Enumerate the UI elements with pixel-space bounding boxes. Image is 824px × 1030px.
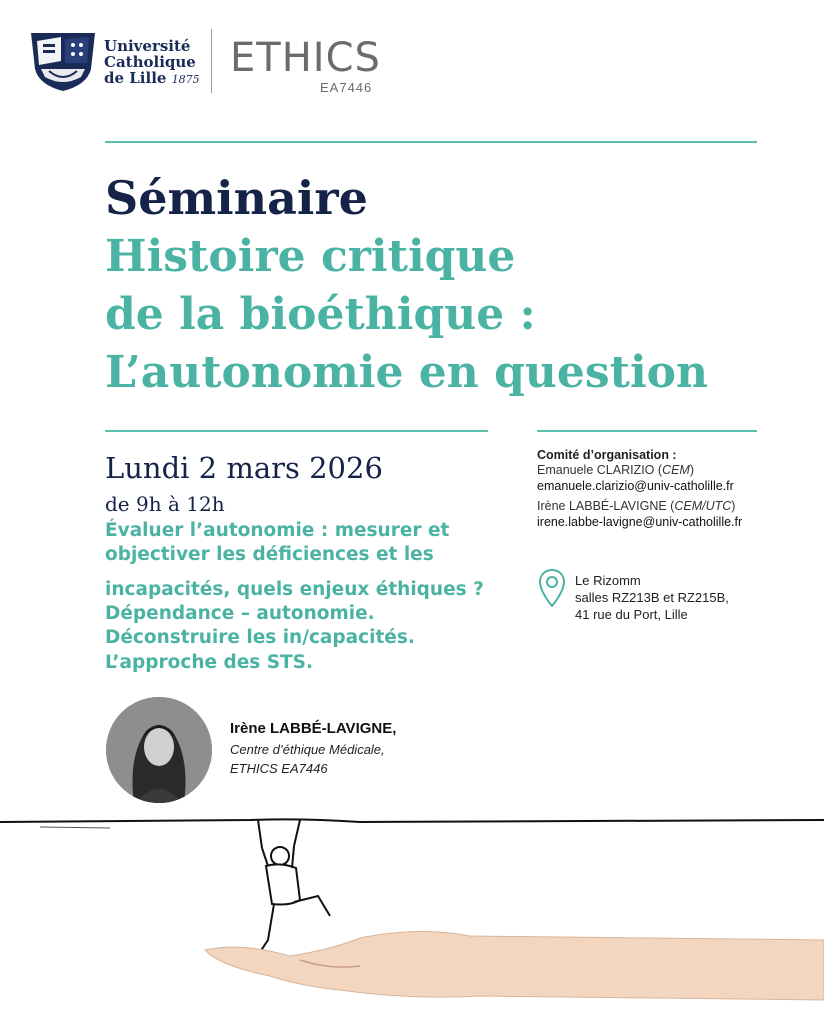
topic-line-3: incapacités, quels enjeux éthiques ? xyxy=(105,579,484,600)
title-line-1: Histoire critique xyxy=(105,231,516,282)
university-name xyxy=(104,38,200,88)
university-year: 1875 xyxy=(171,73,200,86)
logo-divider xyxy=(211,29,212,93)
topic-line-2: objectiver les déficiences et les xyxy=(105,544,434,565)
committee-heading: Comité d’organisation : xyxy=(537,448,677,462)
location-line-1: Le Rizomm xyxy=(575,573,641,588)
left-divider xyxy=(105,430,488,432)
event-hours: de 9h à 12h xyxy=(105,492,225,516)
location-line-3: 41 rue du Port, Lille xyxy=(575,607,688,622)
university-line-2: Catholique xyxy=(104,53,196,71)
right-divider xyxy=(537,430,757,432)
lab-code: EA7446 xyxy=(320,80,373,95)
speaker-affiliation-1: Centre d’éthique Médicale, xyxy=(230,742,385,757)
hanging-figure-hand-illustration xyxy=(0,800,824,1030)
committee-member-name: Emanuele CLARIZIO xyxy=(537,463,655,477)
committee-member-affiliation: CEM xyxy=(662,463,690,477)
speaker-portrait-icon xyxy=(106,697,212,803)
lab-name: ETHICS xyxy=(230,35,381,81)
title-line-2: de la bioéthique : xyxy=(105,289,536,340)
location-line-2: salles RZ213B et RZ215B, xyxy=(575,590,729,605)
event-date: Lundi 2 mars 2026 xyxy=(105,451,383,485)
committee-member-affiliation: CEM/UTC xyxy=(674,499,732,513)
topic-line-6: L’approche des STS. xyxy=(105,652,314,673)
top-divider xyxy=(105,141,757,143)
seminar-kicker: Séminaire xyxy=(105,171,368,225)
committee-member-2: Irène LABBÉ-LAVIGNE (CEM/UTC) xyxy=(537,499,736,513)
map-pin-icon xyxy=(538,568,566,612)
university-shield-logo xyxy=(27,27,99,93)
university-line-3: de Lille xyxy=(104,69,167,87)
committee-member-name: Irène LABBÉ-LAVIGNE xyxy=(537,499,667,513)
university-line-1: Université xyxy=(104,37,191,55)
title-line-3: L’autonomie en question xyxy=(105,347,709,398)
committee-member-1-email[interactable]: emanuele.clarizio@univ-catholille.fr xyxy=(537,479,734,493)
committee-member-1: Emanuele CLARIZIO (CEM) xyxy=(537,463,695,477)
topic-line-4: Dépendance – autonomie. xyxy=(105,603,375,624)
speaker-avatar xyxy=(106,697,212,803)
committee-member-2-email[interactable]: irene.labbe-lavigne@univ-catholille.fr xyxy=(537,515,743,529)
speaker-affiliation-2: ETHICS EA7446 xyxy=(230,761,328,776)
topic-line-5: Déconstruire les in/capacités. xyxy=(105,627,415,648)
topic-line-1: Évaluer l’autonomie : mesurer et xyxy=(105,520,450,541)
speaker-name: Irène LABBÉ-LAVIGNE, xyxy=(230,720,397,737)
